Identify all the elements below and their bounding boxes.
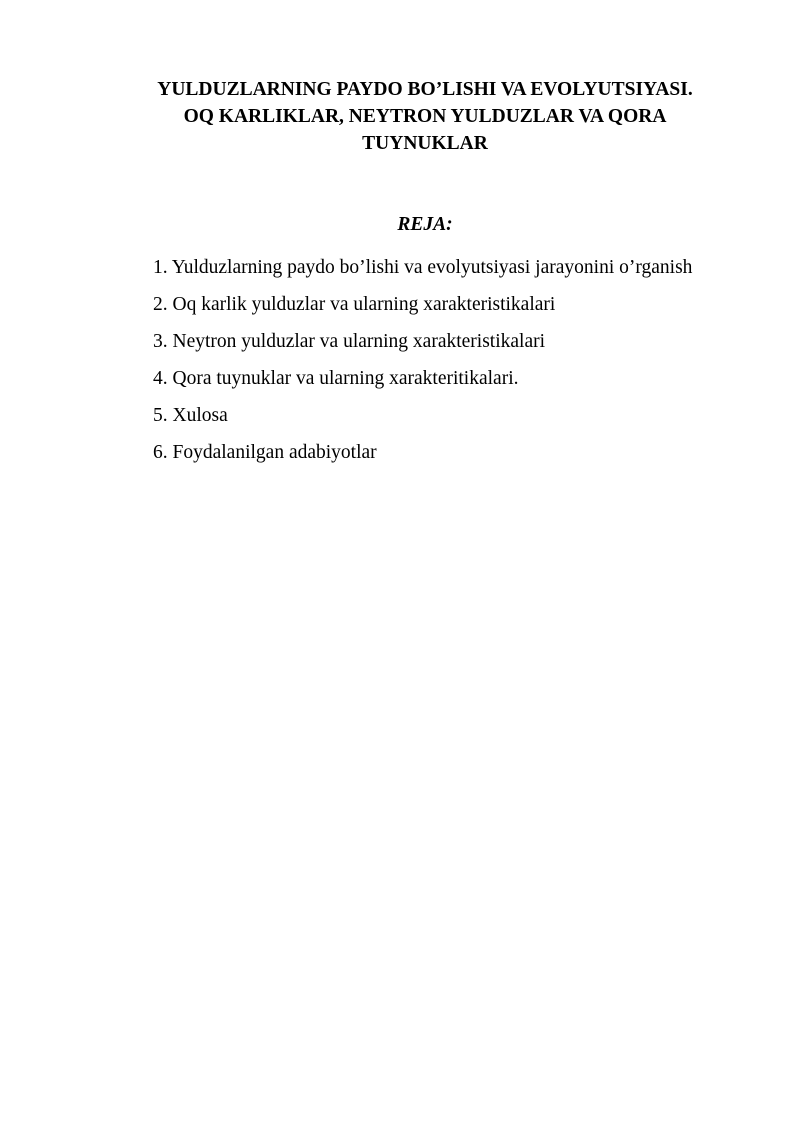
plan-item-6: 6. Foydalanilgan adabiyotlar (153, 442, 377, 463)
title-line-2: OQ KARLIKLAR, NEYTRON YULDUZLAR VA QORA (183, 106, 667, 127)
plan-list (114, 249, 734, 471)
plan-item-4: 4. Qora tuynuklar va ularning xarakteritikalari. (153, 368, 519, 389)
plan-heading: REJA: (397, 214, 453, 235)
plan-item-3: 3. Neytron yulduzlar va ularning xarakteristikalari (153, 331, 546, 352)
plan-item-1: 1. Yulduzlarning paydo bo’lishi va evolyutsiyasi jarayonini o’rganish (153, 257, 693, 278)
document-title (110, 76, 740, 157)
plan-item-2: 2. Oq karlik yulduzlar va ularning xarakteristikalari (153, 294, 556, 315)
title-line-1: YULDUZLARNING PAYDO BO’LISHI VA EVOLYUTSIYASI. (157, 79, 693, 100)
plan-item-5: 5. Xulosa (153, 405, 228, 426)
title-line-3: TUYNUKLAR (362, 133, 488, 154)
